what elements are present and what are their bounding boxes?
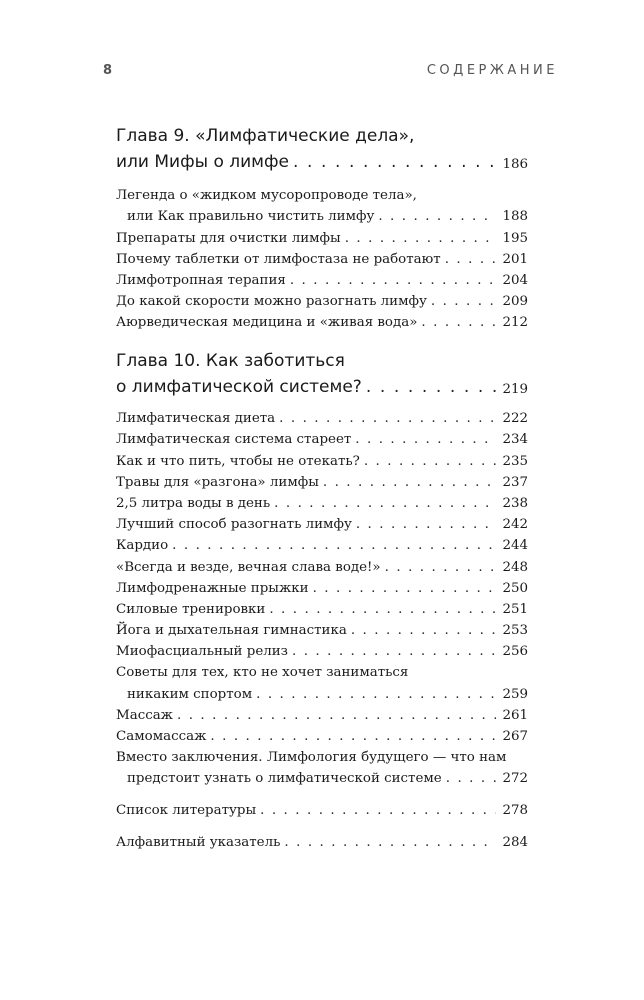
chapter-10-sections xyxy=(116,405,528,744)
toc-entry-page: 284 xyxy=(502,835,528,851)
toc-entry-page: 234 xyxy=(502,432,528,448)
toc-entry-page: 267 xyxy=(502,729,528,744)
leader-dots xyxy=(274,496,496,511)
toc-entry-page: 238 xyxy=(502,495,528,511)
toc-entry-title: Травы для «разгона» лимфы xyxy=(116,474,319,490)
chapter-10-block xyxy=(116,345,528,397)
toc-entry[interactable] xyxy=(116,680,528,701)
toc-entry-title: Йога и дыхательная гимнастика xyxy=(116,623,347,639)
leader-dots xyxy=(378,209,496,224)
toc-entry-line1[interactable]: Советы для тех, кто не хочет заниматься xyxy=(116,665,409,681)
toc-entry[interactable] xyxy=(116,469,528,490)
chapter-9-entry[interactable] xyxy=(116,146,528,172)
leader-dots xyxy=(366,377,497,397)
leader-dots xyxy=(269,602,496,617)
toc-entry-title: Лимфодренажные прыжки xyxy=(116,580,309,596)
toc-entry-title: Лимфатическая система стареет xyxy=(116,432,352,448)
leader-dots xyxy=(292,644,496,659)
leader-dots xyxy=(345,231,497,246)
toc-entry-title: Лучший способ разогнать лимфу xyxy=(116,517,352,533)
toc-entry[interactable] xyxy=(116,723,528,744)
toc-entry-title: 2,5 литра воды в день xyxy=(116,495,271,511)
toc-entry-page: 195 xyxy=(502,230,528,246)
leader-dots xyxy=(445,252,497,267)
page-number: 8 xyxy=(103,63,113,78)
chapter-9-title-line1: Глава 9. «Лимфатические дела», xyxy=(116,126,415,146)
leader-dots xyxy=(446,771,497,786)
chapter-10-entry[interactable] xyxy=(116,371,528,397)
toc-entry-title: Список литературы xyxy=(116,803,257,819)
leader-dots xyxy=(313,581,497,596)
leader-dots xyxy=(323,475,497,490)
toc-entry[interactable] xyxy=(116,490,528,511)
leader-dots xyxy=(177,708,496,723)
chapter-9-page: 186 xyxy=(502,157,528,172)
toc-entry-title: «Всегда и везде, вечная слава воде!» xyxy=(116,559,381,575)
toc-entry-page: 209 xyxy=(502,294,528,310)
toc-entry-title: Самомассаж xyxy=(116,729,207,744)
toc-entry-title: Кардио xyxy=(116,538,169,554)
leader-dots xyxy=(279,411,496,426)
toc-entry-page: 256 xyxy=(502,644,528,660)
toc-entry[interactable] xyxy=(116,426,528,447)
toc-entry[interactable] xyxy=(116,309,528,330)
leader-dots xyxy=(355,432,496,447)
toc-entry-title: Лимфатическая диета xyxy=(116,411,276,427)
toc-entry[interactable] xyxy=(116,246,528,267)
toc-entry-title: или Как правильно чистить лимфу xyxy=(127,209,375,225)
leader-dots xyxy=(356,517,497,532)
toc-entry-title: Миофасциальный релиз xyxy=(116,644,288,660)
toc-entry-line1[interactable]: Легенда о «жидком мусоропроводе тела», xyxy=(116,188,417,204)
toc-entry-page: 261 xyxy=(502,707,528,723)
toc-entry-page: 235 xyxy=(502,453,528,469)
toc-entry-title: Лимфотропная терапия xyxy=(116,272,286,288)
toc-entry[interactable] xyxy=(116,203,528,224)
toc-entry[interactable] xyxy=(116,575,528,596)
leader-dots xyxy=(351,623,497,638)
toc-entry[interactable] xyxy=(116,617,528,638)
toc-entry[interactable] xyxy=(116,797,528,818)
leader-dots xyxy=(210,729,496,744)
toc-entry[interactable] xyxy=(116,829,528,850)
toc-entry-title: Силовые тренировки xyxy=(116,601,266,617)
leader-dots xyxy=(431,294,497,309)
toc-entry-page: 204 xyxy=(502,272,528,288)
toc-entry-page: 222 xyxy=(502,411,528,427)
backmatter-bibliography xyxy=(116,797,528,818)
toc-entry-page: 188 xyxy=(502,209,528,225)
toc-entry-title: До какой скорости можно разогнать лимфу xyxy=(116,294,427,310)
toc-entry[interactable] xyxy=(116,532,528,553)
toc-entry-page: 237 xyxy=(502,474,528,490)
toc-entry[interactable] xyxy=(116,702,528,723)
toc-entry[interactable] xyxy=(116,267,528,288)
backmatter-conclusion xyxy=(116,744,528,786)
leader-dots xyxy=(364,454,497,469)
chapter-10-page: 219 xyxy=(502,382,528,397)
toc-entry-page: 248 xyxy=(502,559,528,575)
toc-entry-title: Препараты для очистки лимфы xyxy=(116,230,341,246)
toc-entry[interactable] xyxy=(116,553,528,574)
toc-entry-page: 212 xyxy=(502,315,528,331)
chapter-10-title-line1: Глава 10. Как заботиться xyxy=(116,351,345,371)
toc-entry-page: 201 xyxy=(502,251,528,267)
toc-entry-title: Почему таблетки от лимфостаза не работают xyxy=(116,251,441,267)
toc-entry[interactable] xyxy=(116,638,528,659)
running-title: СОДЕРЖАНИЕ xyxy=(426,63,558,78)
toc-entry[interactable] xyxy=(116,288,528,309)
toc-entry-title: Массаж xyxy=(116,707,173,723)
toc-entry[interactable] xyxy=(116,447,528,468)
chapter-9-title-line2: или Мифы о лимфе xyxy=(116,152,289,172)
toc-entry[interactable] xyxy=(116,405,528,426)
toc-entry[interactable] xyxy=(116,765,528,786)
leader-dots xyxy=(385,560,497,575)
leader-dots xyxy=(284,835,496,850)
toc-entry-page: 250 xyxy=(502,580,528,596)
toc-entry-page: 278 xyxy=(502,803,528,819)
toc-entry[interactable] xyxy=(116,596,528,617)
toc-entry-page: 253 xyxy=(502,623,528,639)
toc-entry-page: 251 xyxy=(502,601,528,617)
toc-entry[interactable] xyxy=(116,224,528,245)
toc-entry-page: 259 xyxy=(502,686,528,702)
backmatter-index xyxy=(116,829,528,850)
toc-entry[interactable] xyxy=(116,511,528,532)
toc-entry-title: никаким спортом xyxy=(127,686,253,702)
leader-dots xyxy=(260,803,496,818)
toc-entry-page: 244 xyxy=(502,538,528,554)
toc-entry-page: 242 xyxy=(502,517,528,533)
toc-entry-title: Аюрведическая медицина и «живая вода» xyxy=(116,315,418,331)
chapter-10-title-line2: о лимфатической системе? xyxy=(116,377,362,397)
toc-entry-title: предстоит узнать о лимфатической системе xyxy=(127,771,442,787)
leader-dots xyxy=(290,273,497,288)
leader-dots xyxy=(172,538,496,553)
toc-entry-title: Как и что пить, чтобы не отекать? xyxy=(116,453,360,469)
chapter-9-block xyxy=(116,120,528,172)
chapter-9-sections xyxy=(116,182,528,330)
leader-dots xyxy=(256,687,496,702)
leader-dots xyxy=(421,315,496,330)
leader-dots xyxy=(293,152,496,172)
toc-entry-line1[interactable]: Вместо заключения. Лимфология будущего — что нам xyxy=(116,750,507,766)
page-header xyxy=(103,63,558,83)
toc-entry-title: Алфавитный указатель xyxy=(116,835,281,851)
toc-entry-page: 272 xyxy=(502,771,528,787)
